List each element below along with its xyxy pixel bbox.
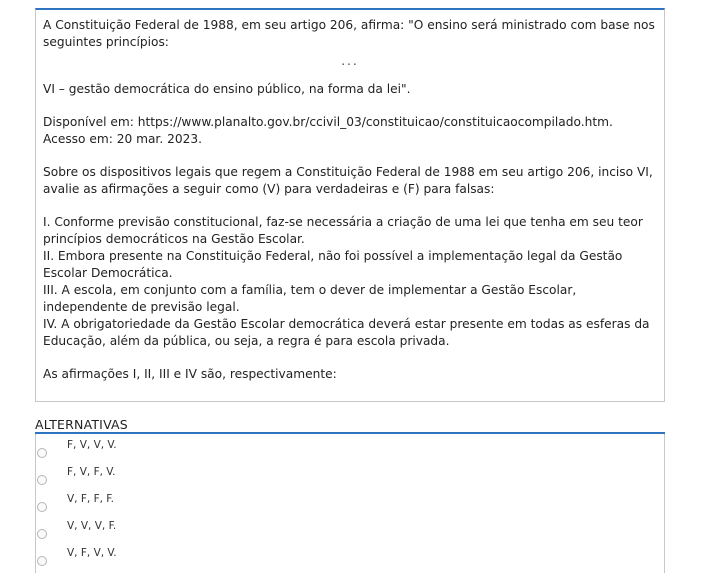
radio-button[interactable] [37,448,47,458]
alternative-option-1[interactable] [36,438,636,460]
affirmation-item: I. Conforme previsão constitucional, faz-se necessária a criação de uma lei que tenha em seu teor princípios democráticos na Gestão Escolar. [43,215,643,246]
question-source: Disponível em: https://www.planalto.gov.br/ccivil_03/constituicao/constituicaocompilado.htm. Acesso em: 20 mar. 2023. [43,115,613,146]
question-instruction: Sobre os dispositivos legais que regem a Constituição Federal de 1988 em seu artigo 206, inciso VI, avalie as afirmações a seguir como (V) para verdadeiras e (F) para falsas: [43,165,653,196]
affirmation-item: III. A escola, em conjunto com a família, tem o dever de implementar a Gestão Escolar, independente de previsão legal. [43,283,577,314]
radio-button[interactable] [37,556,47,566]
radio-button[interactable] [37,529,47,539]
alternative-label: F, V, V, V. [67,439,117,451]
alternative-option-5[interactable] [36,546,636,568]
affirmation-item: IV. A obrigatoriedade da Gestão Escolar democrática deverá estar presente em todas as esferas da Educação, além da pública, ou seja, a regra é para escola privada. [43,317,650,348]
alternative-label: F, V, F, V. [67,466,116,478]
alternative-label: V, V, V, F. [67,520,117,532]
alternative-label: V, F, F, F. [67,493,114,505]
affirmations-list [43,214,657,350]
radio-button[interactable] [37,502,47,512]
question-item-vi: VI – gestão democrática do ensino público, na forma da lei". [43,82,411,96]
alternatives-header: ALTERNATIVAS [35,416,665,434]
question-box [35,8,665,402]
question-intro: A Constituição Federal de 1988, em seu artigo 206, afirma: "O ensino será ministrado com base nos seguintes princípios: [43,18,655,49]
alternatives-list [35,434,665,573]
affirmation-item: II. Embora presente na Constituição Federal, não foi possível a implementação legal da Gestão Escolar Democrática. [43,249,623,280]
radio-button[interactable] [37,475,47,485]
alternative-label: V, F, V, V. [67,547,117,559]
question-ellipsis: ... [341,54,359,68]
question-final: As afirmações I, II, III e IV são, respectivamente: [43,367,337,381]
alternative-option-2[interactable] [36,465,636,487]
alternative-option-4[interactable] [36,519,636,541]
alternative-option-3[interactable] [36,492,636,514]
